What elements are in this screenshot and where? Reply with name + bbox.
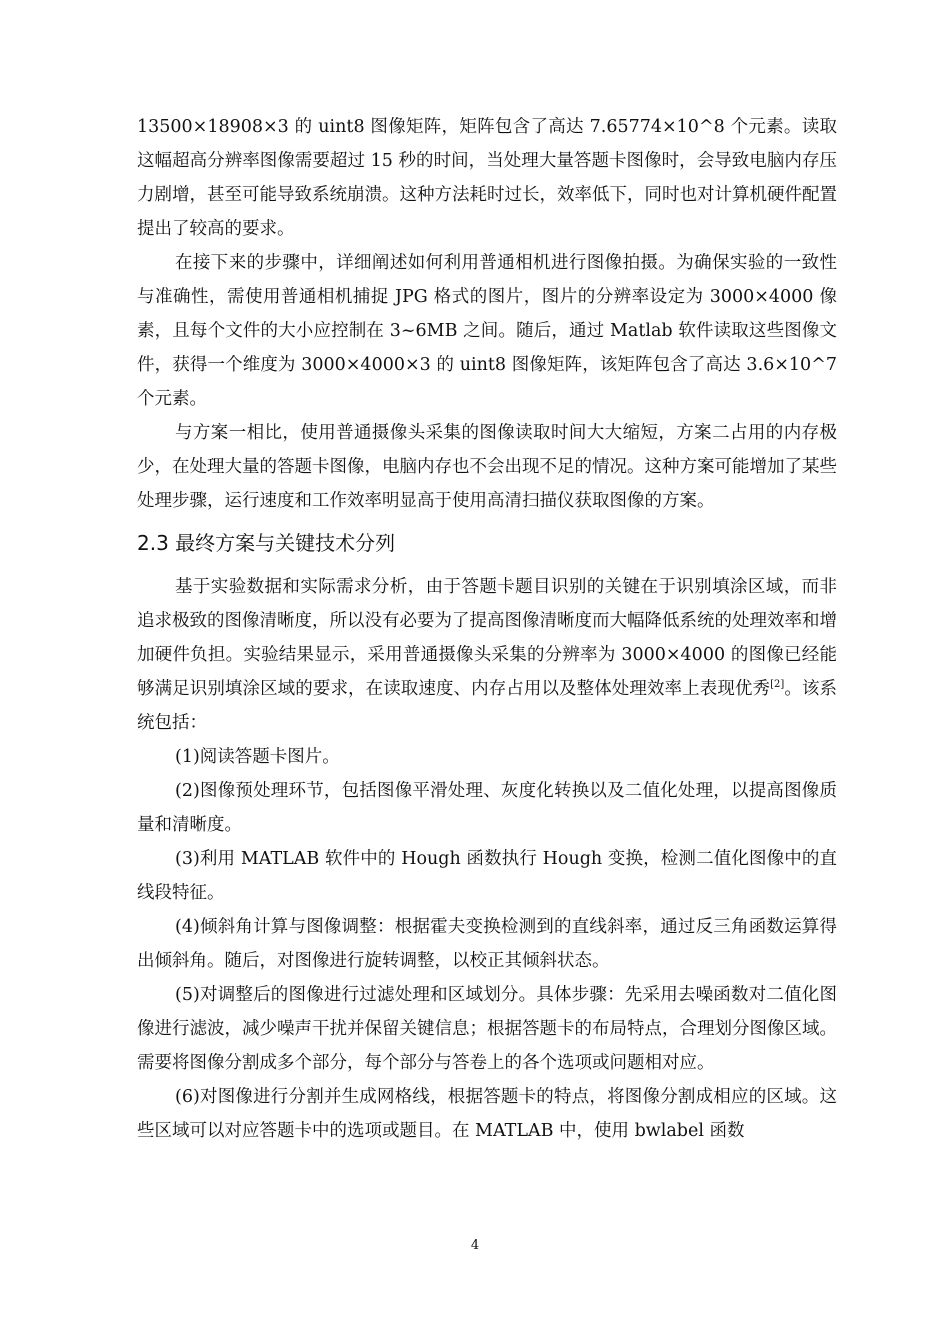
paragraph-intro — [137, 570, 837, 740]
list-item: (3)利用 MATLAB 软件中的 Hough 函数执行 Hough 变换，检测二值化图像中的直线段特征。 — [137, 849, 837, 903]
citation-marker: [2] — [770, 679, 785, 691]
section-heading: 2.3 最终方案与关键技术分列 — [137, 531, 396, 555]
paragraph-comparison: 与方案一相比，使用普通摄像头采集的图像读取时间大大缩短，方案二占用的内存极少，在处理大量的答题卡图像，电脑内存也不会出现不足的情况。这种方案可能增加了某些处理步骤，运行速度和工作效率明显高于使用高清扫描仪获取图像的方案。 — [137, 423, 837, 511]
list-item: (6)对图像进行分割并生成网格线，根据答题卡的特点，将图像分割成相应的区域。这些区域可以对应答题卡中的选项或题目。在 MATLAB 中，使用 bwlabel 函数 — [137, 1087, 837, 1141]
page-number: 4 — [470, 1238, 480, 1253]
page-body — [137, 110, 837, 1148]
paragraph-camera-method: 在接下来的步骤中，详细阐述如何利用普通相机进行图像拍摄。为确保实验的一致性与准确性，需使用普通相机捕捉 JPG 格式的图片，图片的分辨率设定为 3000×4000 像素，且每个文件的大小应控制在 3~6MB 之间。随后，通过 Matlab 软件读取这些图像文件，获得一个维度为 3000×4000×3 的 uint8 图像矩阵，该矩阵包含了高达 3.6×10^7 个元素。 — [137, 253, 837, 409]
list-item: (5)对调整后的图像进行过滤处理和区域划分。具体步骤：先采用去噪函数对二值化图像进行滤波，减少噪声干扰并保留关键信息；根据答题卡的布局特点，合理划分图像区域。需要将图像分割成多个部分，每个部分与答卷上的各个选项或问题相对应。 — [137, 985, 837, 1073]
list-item: (2)图像预处理环节，包括图像平滑处理、灰度化转换以及二值化处理，以提高图像质量和清晰度。 — [137, 781, 837, 835]
paragraph-intro-tail: 。该系统包括： — [137, 679, 838, 733]
list-item: (1)阅读答题卡图片。 — [175, 747, 340, 767]
list-item: (4)倾斜角计算与图像调整：根据霍夫变换检测到的直线斜率，通过反三角函数运算得出倾斜角。随后，对图像进行旋转调整，以校正其倾斜状态。 — [137, 917, 837, 971]
paragraph-scanner-result: 13500×18908×3 的 uint8 图像矩阵，矩阵包含了高达 7.65774×10^8 个元素。读取这幅超高分辨率图像需要超过 15 秒的时间，当处理大量答题卡图像时，会导致电脑内存压力剧增，甚至可能导致系统崩溃。这种方法耗时过长，效率低下，同时也对计算机硬件配置提出了较高的要求。 — [137, 117, 837, 239]
paragraph-intro-text: 基于实验数据和实际需求分析，由于答题卡题目识别的关键在于识别填涂区域，而非追求极致的图像清晰度，所以没有必要为了提高图像清晰度而大幅降低系统的处理效率和增加硬件负担。实验结果显示，采用普通摄像头采集的分辨率为 3000×4000 的图像已经能够满足识别填涂区域的要求，在读取速度、内存占用以及整体处理效率上表现优秀 — [137, 577, 837, 699]
